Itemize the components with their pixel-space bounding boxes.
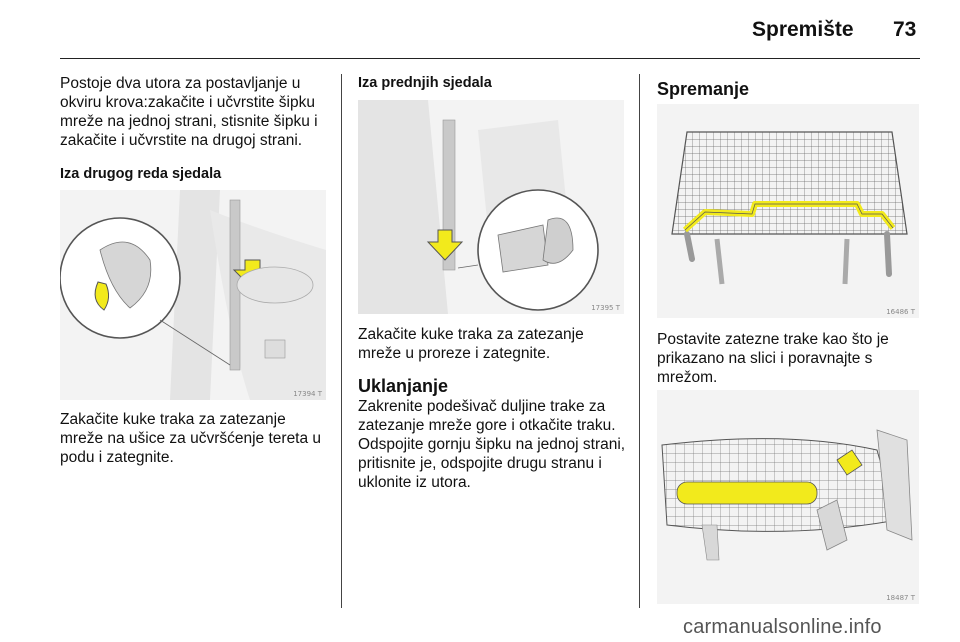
page-number: 73 [893, 18, 917, 41]
figure-net-storage-1 [657, 104, 919, 318]
second-row-seats-illustration [60, 190, 326, 400]
column-3 [657, 74, 919, 100]
column-1-caption [60, 410, 332, 467]
figure-code: 18487 T [886, 594, 915, 602]
watermark: carmanualsonline.info [683, 616, 882, 638]
removal-paragraph: Zakrenite podešivač duljine trake za zatezanje mreže gore i otkačite traku. Odspojite gornju šipku na jednoj strani, pritisnite je, odspojite drugu stranu i uklonite iz utora. [358, 398, 626, 491]
column-3-caption [657, 330, 919, 387]
column-2-text [358, 325, 630, 492]
figure-code: 17394 T [293, 390, 322, 398]
heading-storage: Spremanje [657, 79, 750, 99]
intro-paragraph: Postoje dva utora za postavljanje u okviru krova:zakačite i učvrstite šipku mreže na jednoj strani, stisnite šipku i zakačite i učvrstite na drugoj strani. [60, 75, 318, 149]
caption-front-seats: Zakačite kuke traka za zatezanje mreže u proreze i zategnite. [358, 326, 584, 362]
page-title: Spremište [752, 18, 854, 41]
net-folded-illustration [657, 390, 919, 604]
figure-code: 17395 T [591, 304, 620, 312]
header-rule [60, 58, 920, 59]
front-seats-illustration [358, 100, 624, 314]
net-rolled-illustration [657, 104, 919, 318]
figure-front-seats [358, 100, 624, 314]
caption-second-row: Zakačite kuke traka za zatezanje mreže na ušice za učvršćenje tereta u podu i zategnite. [60, 411, 322, 466]
figure-net-storage-2 [657, 390, 919, 604]
figure-second-row-seats [60, 190, 326, 400]
figure-code: 16486 T [886, 308, 915, 316]
subheading-second-row: Iza drugog reda sjedala [60, 166, 222, 182]
column-divider-1 [341, 74, 342, 608]
heading-removal: Uklanjanje [358, 376, 449, 396]
column-1 [60, 74, 332, 184]
column-divider-2 [639, 74, 640, 608]
column-2 [358, 74, 630, 93]
subheading-front-seats: Iza prednjih sjedala [358, 75, 492, 91]
caption-storage: Postavite zatezne trake kao što je prikazano na slici i poravnajte s mrežom. [657, 331, 889, 386]
